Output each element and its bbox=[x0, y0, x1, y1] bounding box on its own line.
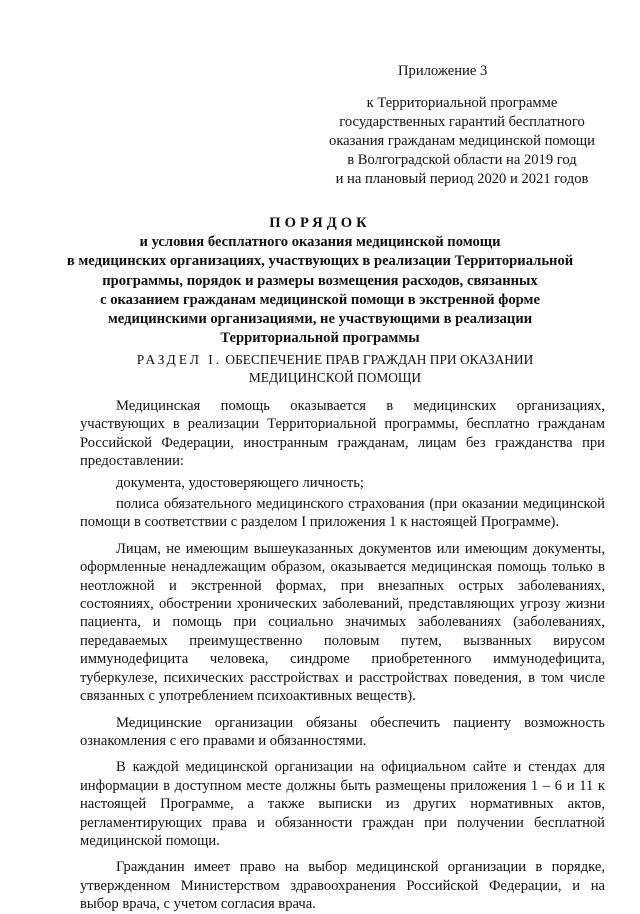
paragraph: документа, удостоверяющего личность; bbox=[116, 474, 364, 491]
appendix-reference bbox=[290, 94, 634, 189]
heading-subtitle-line: Территориальной программы bbox=[220, 330, 420, 347]
section-body bbox=[80, 397, 605, 914]
paragraph: Медицинская помощь оказывается в медицинских организациях, участвующих в реализации Территориальной программы, бесплатно гражданам Российской Федерации, иностранным гражданам, лицам без гражданства при предоставлении: bbox=[80, 398, 605, 470]
document-heading bbox=[40, 214, 600, 348]
heading-subtitle-line: и условия бесплатного оказания медицинской помощи bbox=[139, 234, 501, 251]
section-label: РАЗДЕЛ I. bbox=[136, 352, 223, 367]
section-heading bbox=[120, 351, 550, 387]
paragraph: Гражданин имеет право на выбор медицинской организации в порядке, утвержденном Министерством здравоохранения Российской Федерации, и на выбор врача, с учетом согласия врача. bbox=[80, 859, 605, 913]
section-title-line: ОБЕСПЕЧЕНИЕ ПРАВ ГРАЖДАН ПРИ ОКАЗАНИИ bbox=[225, 352, 534, 367]
appendix-title: Приложение 3 bbox=[398, 63, 488, 79]
paragraph: Медицинские организации обязаны обеспечить пациенту возможность ознакомления с его правами и обязанностями. bbox=[80, 714, 605, 749]
heading-subtitle-line: программы, порядок и размеры возмещения расходов, связанных bbox=[102, 272, 538, 289]
appendix-ref-line: оказания гражданам медицинской помощи bbox=[329, 133, 595, 149]
document-title: ПОРЯДОК bbox=[269, 215, 371, 231]
paragraph: полиса обязательного медицинского страхования (при оказании медицинской помощи в соответствии с разделом I приложения 1 к настоящей Программе). bbox=[80, 496, 605, 531]
section-title-line: МЕДИЦИНСКОЙ ПОМОЩИ bbox=[248, 370, 422, 385]
heading-subtitle-line: с оказанием гражданам медицинской помощи в экстренной форме bbox=[100, 291, 540, 308]
heading-subtitle-line: медицинскими организациями, не участвующими в реализации bbox=[107, 311, 533, 328]
heading-subtitle-line: в медицинских организациях, участвующих в реализации Территориальной bbox=[66, 253, 574, 270]
appendix-ref-line: и на плановый период 2020 и 2021 годов bbox=[335, 171, 589, 187]
appendix-ref-line: в Волгоградской области на 2019 год bbox=[347, 152, 577, 168]
paragraph: В каждой медицинской организации на официальном сайте и стендах для информации в доступном месте должны быть размещены приложения 1 – 6 и 11 к настоящей Программе, а также выписки из других нормативных актов, регламентирующих права и обязанности граждан при получении бесплатной медицинской помощи. bbox=[80, 759, 605, 849]
appendix-ref-line: государственных гарантий бесплатного bbox=[339, 114, 585, 130]
appendix-ref-line: к Территориальной программе bbox=[366, 95, 558, 111]
paragraph: Лицам, не имеющим вышеуказанных документов или имеющим документы, оформленные ненадлежащим образом, оказывается медицинская помощь только в неотложной и экстренной формах, при внезапных острых заболеваниях, состояниях, обострении хронических заболеваний, представляющих угрозу жизни пациента, и помощь при социально значимых заболеваниях (заболеваниях, передаваемых преимущественно половым путем, вызванных вирусом иммунодефицита человека, синдроме приобретенного иммунодефицита, туберкулезе, психических расстройствах и расстройствах поведения, в том числе связанных с употреблением психоактивных веществ). bbox=[80, 540, 605, 705]
